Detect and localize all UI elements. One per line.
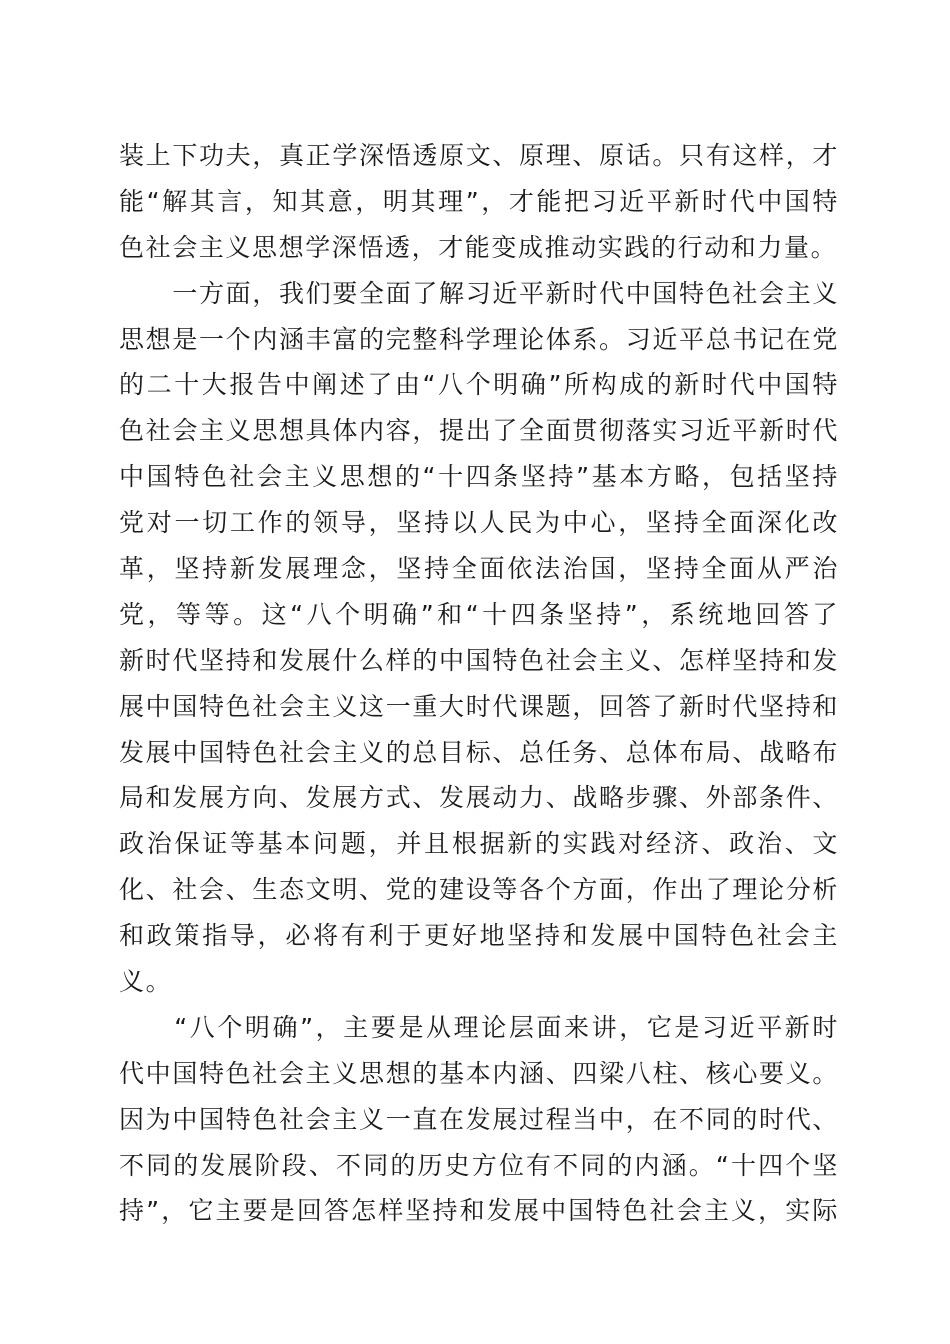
text-line: 化、社会、生态文明、党的建设等各个方面，作出了理论分析 — [119, 875, 839, 905]
text-line: 持”，它主要是回答怎样坚持和发展中国特色社会主义，实际 — [119, 1196, 839, 1226]
text-line: 思想是一个内涵丰富的完整科学理论体系。习近平总书记在党 — [119, 324, 839, 354]
text-line: 新时代坚持和发展什么样的中国特色社会主义、怎样坚持和发 — [119, 645, 839, 675]
text-line: 一方面，我们要全面了解习近平新时代中国特色社会主义 — [119, 278, 839, 308]
text-line: 因为中国特色社会主义一直在发展过程当中，在不同的时代、 — [119, 1104, 839, 1134]
text-line: 的二十大报告中阐述了由“八个明确”所构成的新时代中国特 — [119, 370, 839, 400]
text-line: 和政策指导，必将有利于更好地坚持和发展中国特色社会主 — [119, 921, 839, 951]
text-line: 党对一切工作的领导，坚持以人民为中心，坚持全面深化改 — [119, 508, 839, 538]
text-line: 中国特色社会主义思想的“十四条坚持”基本方略，包括坚持 — [119, 462, 839, 492]
body-text — [119, 133, 839, 1234]
text-line: 代中国特色社会主义思想的基本内涵、四梁八柱、核心要义。 — [119, 1058, 839, 1088]
text-line: 局和发展方向、发展方式、发展动力、战略步骤、外部条件、 — [119, 783, 839, 813]
text-line: 能“解其言，知其意，明其理”，才能把习近平新时代中国特 — [119, 186, 839, 216]
text-line: 政治保证等基本问题，并且根据新的实践对经济、政治、文 — [119, 829, 839, 859]
text-line: “八个明确”，主要是从理论层面来讲，它是习近平新时 — [119, 1012, 839, 1042]
text-line: 党，等等。这“八个明确”和“十四条坚持”，系统地回答了 — [119, 599, 839, 629]
text-line: 革，坚持新发展理念，坚持全面依法治国，坚持全面从严治 — [119, 554, 839, 584]
text-line: 展中国特色社会主义这一重大时代课题，回答了新时代坚持和 — [119, 691, 839, 721]
text-line: 色社会主义思想学深悟透，才能变成推动实践的行动和力量。 — [119, 232, 838, 262]
text-line: 装上下功夫，真正学深悟透原文、原理、原话。只有这样，才 — [119, 141, 839, 170]
text-line: 不同的发展阶段、不同的历史方位有不同的内涵。“十四个坚 — [119, 1150, 839, 1180]
text-line: 义。 — [119, 967, 173, 997]
text-line: 发展中国特色社会主义的总目标、总任务、总体布局、战略布 — [119, 737, 839, 767]
text-line: 色社会主义思想具体内容，提出了全面贯彻落实习近平新时代 — [119, 416, 839, 446]
